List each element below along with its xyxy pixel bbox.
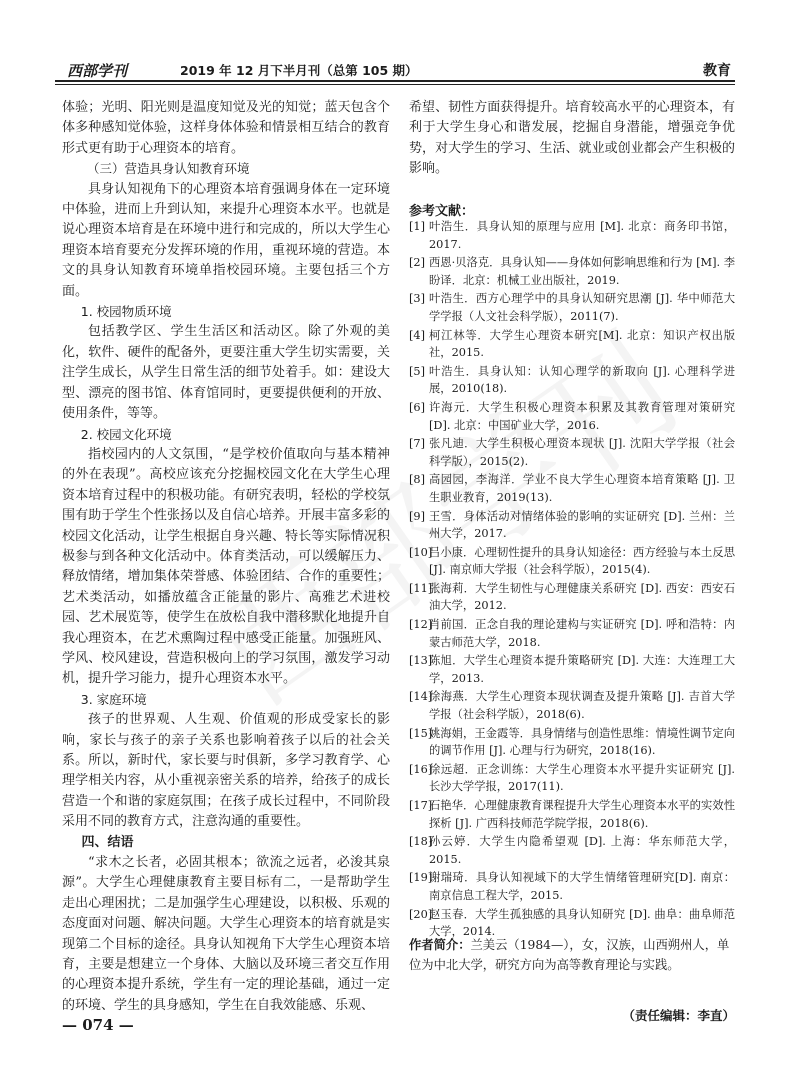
paragraph: “求木之长者，必固其根本；欲流之远者，必浚其泉源”。大学生心理健康教育主要目标有二，一是帮助学生走出心理困扰；二是加强学生心理建设，以积极、乐观的态度面对问题、解决问题。大学生心理资本的培育就是实现第二个目标的途径。具身认知视角下大学生心理资本培育，主要是想建立一个身体、大脑以及环境三者交互作用的心理资本提升系统，学生有一定的理论基础，通过一定的环境、学生的具身感知，学生在自我效能感、乐观、 [62,855,390,1013]
reference-number: [18] [409,835,433,849]
reference-item [409,363,735,398]
paragraph: 指校园内的人文氛围，“是学校价值取向与基本精神的外在表现”。高校应该充分挖掘校园文化在大学生心理资本培育过程中的积极功能。有研究表明，轻松的学校氛围有助于学生个性张扬以及自信心培养。开展丰富多彩的校园文化活动，让学生根据自身兴趣、特长等实际情况积极参与到各种文化活动中。体育类活动，可以缓解压力、释放情绪，增加集体荣誉感、体验团结、合作的重要性；艺术类活动，如播放蕴含正能量的影片、高雅艺术进校园、艺术展览等，使学生在放松自我中潜移默化地提升自我心理资本，在艺术熏陶过程中感受正能量。加强班风、学风、校风建设，营造积极向上的学习氛围，激发学习动机，提升学习能力，提升心理资本水平。 [62,446,390,687]
reference-number: [4] [409,328,426,342]
reference-item [409,544,735,579]
reference-item [409,399,735,434]
reference-text: 肖前国．正念自我的理论建构与实证研究 [D]. 呼和浩特：内蒙古师范大学，2018. [429,618,735,649]
reference-number: [10] [409,545,433,559]
reference-item [409,435,735,470]
header-rule-thin [55,84,735,85]
reference-number: [3] [409,292,426,306]
paragraph: 孩子的世界观、人生观、价值观的形成受家长的影响，家长与孩子的亲子关系也影响着孩子以后的社会关系。所以，新时代，家长要与时俱新，多学习教育学、心理学相关内容，从小重视亲密关系的培养，给孩子的成长营造一个和谐的家庭氛围；在孩子成长过程中，不同阶段采用不同的教育方式，注意沟通的重要性。 [62,712,390,830]
reference-item [409,508,735,543]
reference-item [409,652,735,687]
reference-item [409,725,735,760]
journal-logo: 西部学刊 [67,62,128,80]
author-text: 兰美云（1984—），女，汉族，山西朔州人，单位为中北大学，研究方向为高等教育理论与实践。 [409,938,730,972]
reference-text: 徐海燕．大学生心理资本现状调查及提升策略 [J]. 吉首大学学报（社会科学版），2018(6). [429,690,735,722]
reference-number: [11] [409,581,433,595]
references-list [409,218,735,942]
subsection-heading: 1. 校园物质环境 [80,304,172,320]
reference-number: [6] [409,400,426,414]
reference-item [409,471,735,506]
reference-number: [2] [409,256,426,270]
reference-text: 叶浩生．具身认知：认知心理学的新取向 [J]. 心理科学进展，2010(18). [429,364,735,396]
reference-item [409,616,735,651]
reference-item [409,290,735,325]
reference-number: [15] [409,726,433,740]
page-number: — 074 — [62,1016,134,1034]
reference-text: 张凡迪．大学生积极心理资本现状 [J]. 沈阳大学学报（社会科学版），2015(2). [429,437,735,468]
reference-number: [13] [409,654,433,668]
reference-text: 孙云婷．大学生内隐希望观 [D]. 上海：华东师范大学，2015. [429,835,735,866]
paragraph: 希望、韧性方面获得提升。培育较高水平的心理资本，有利于大学生身心和谐发展，挖掘自身潜能，增强竞争优势，对大学生的学习、生活、就业或创业都会产生积极的影响。 [409,100,735,177]
reference-number: [17] [409,799,433,812]
author-label: 作者简介： [409,938,471,952]
reference-text: 谢瑞琦．具身认知视域下的大学生情绪管理研究[D]. 南京：南京信息工程大学，2015. [429,871,735,902]
reference-number: [5] [409,364,426,378]
reference-text: 高园园，李海洋．学业不良大学生心理资本培育策略 [J]. 卫生职业教育，2019(13). [429,473,735,504]
reference-text: 叶浩生．西方心理学中的具身认知研究思潮 [J]. 华中师范大学学报（人文社会科学版），2011(7). [429,292,735,323]
subsection-heading: 2. 校园文化环境 [80,426,172,442]
reference-item [409,833,735,868]
author-bio [409,936,735,975]
reference-text: 王雪．身体活动对情绪体验的影响的实证研究 [D]. 兰州：兰州大学，2017. [429,509,735,541]
issue-info: 2019 年 12 月下半月刊（总第 105 期） [180,63,418,78]
paragraph: 具身认知视角下的心理资本培育强调身体在一定环境中体验，进而上升到认知，来提升心理资本水平。也就是说心理资本培育是在环境中进行和完成的，所以大学生心理资本培育要充分发挥环境的作用，重视环境的营造。本文的具身认知教育环境单指校园环境。主要包括三个方面。 [62,181,390,299]
reference-text: 吕小康．心理韧性提升的具身认知途径：西方经验与本土反思 [J]. 南京师大学报（社会科学版），2015(4). [429,545,735,577]
section-tag: 教育 [703,63,731,79]
reference-text: 柯江林等．大学生心理资本研究[M]. 北京：知识产权出版社，2015. [429,328,735,360]
reference-text: 张海莉．大学生韧性与心理健康关系研究 [D]. 西安：西安石油大学，2012. [429,581,735,613]
reference-text: 叶浩生．具身认知的原理与应用 [M]. 北京：商务印书馆，2017. [429,220,735,251]
reference-item [409,218,735,253]
reference-number: [12] [409,618,433,632]
editor-credit: （责任编辑：李直） [622,1008,735,1023]
right-column [409,98,735,180]
reference-number: [14] [409,690,433,704]
reference-number: [20] [409,907,433,921]
reference-item [409,761,735,796]
reference-text: 陈旭．大学生心理资本提升策略研究 [D]. 大连：大连理工大学，2013. [429,654,735,685]
left-column [62,98,390,1016]
reference-text: 许海元．大学生积极心理资本积累及其教育管理对策研究 [D]. 北京：中国矿业大学，2016. [429,400,735,432]
reference-number: [8] [409,473,426,487]
reference-number: [1] [409,220,426,233]
paragraph: 包括教学区、学生生活区和活动区。除了外观的美化，软件、硬件的配备外，更要注重大学生切实需要，关注学生成长，从学生日常生活的细节处着手。如：建设大型、漂亮的图书馆、体育馆同时，更要提供便利的开放、使用条件，等等。 [62,324,390,422]
reference-text: 西恩·贝洛克．具身认知——身体如何影响思维和行为 [M]. 李盼译．北京：机械工业出版社，2019. [429,256,735,287]
reference-item [409,254,735,289]
paragraph: 体验；光明、阳光则是温度知觉及光的知觉；蓝天包含个体多种感知觉体验，这样身体体验和情景相互结合的教育形式更有助于心理资本的培育。 [62,100,390,156]
reference-number: [19] [409,871,433,885]
header-rule [55,80,735,82]
page-header [55,58,735,80]
reference-text: 徐远超．正念训练：大学生心理资本水平提升实证研究 [J]. 长沙大学学报，2017(11). [429,762,735,794]
section-heading: 四、结语 [81,834,134,850]
section-heading: （三）营造具身认知教育环境 [87,161,250,177]
references-title: 参考文献： [409,204,475,219]
reference-item [409,869,735,904]
reference-item [409,327,735,362]
reference-number: [9] [409,509,426,523]
reference-number: [7] [409,437,426,451]
reference-item [409,688,735,723]
subsection-heading: 3. 家庭环境 [80,691,147,707]
reference-text: 姚海娟，王金霞等．具身情绪与创造性思维：情境性调节定向的调节作用 [J]. 心理与行为研究，2018(16). [429,726,735,758]
reference-text: 石艳华．心理健康教育课程提升大学生心理资本水平的实效性探析 [J]. 广西科技师范学院学报，2018(6). [429,799,735,830]
reference-number: [16] [409,762,433,776]
reference-item [409,797,735,832]
reference-item [409,580,735,615]
reference-text: 赵玉春．大学生孤独感的具身认知研究 [D]. 曲阜：曲阜师范大学，2014. [429,907,735,939]
